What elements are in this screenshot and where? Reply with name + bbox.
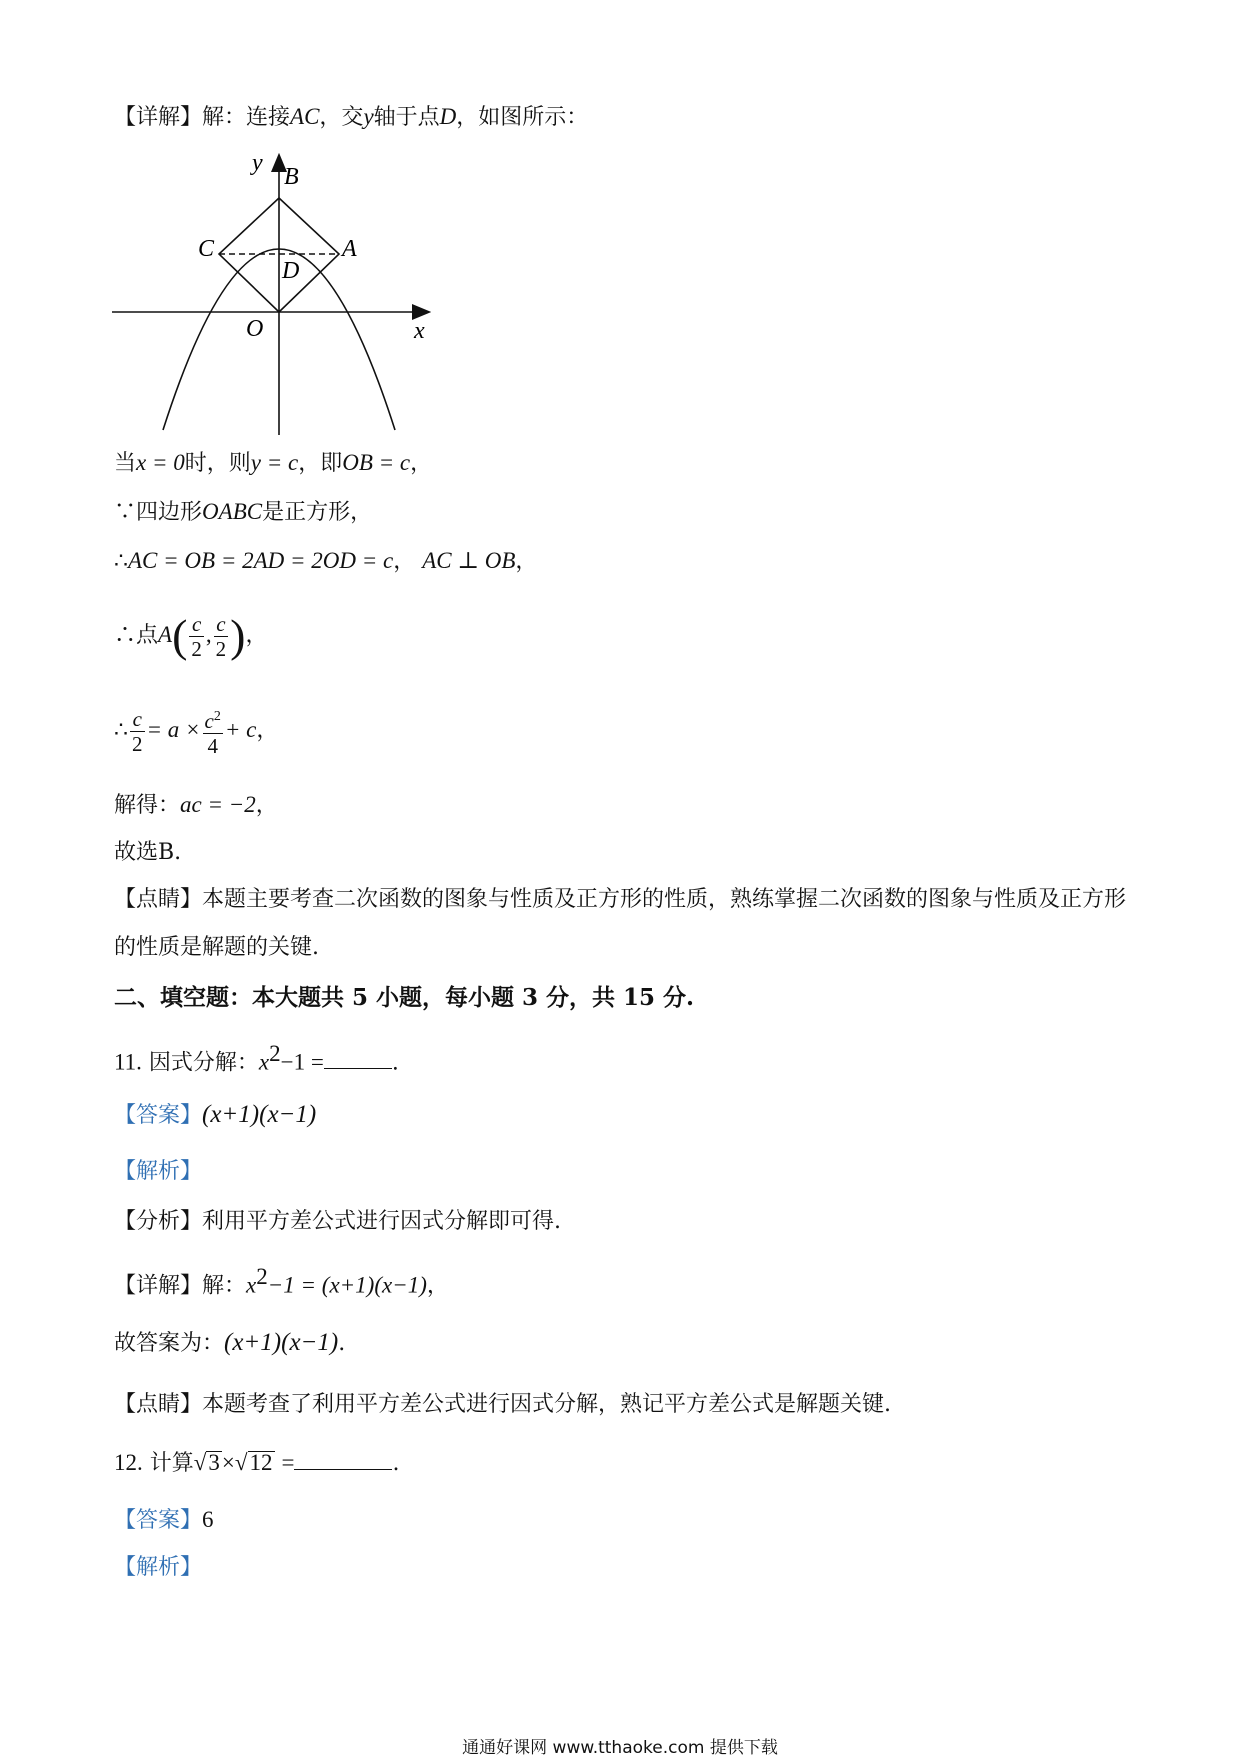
label-y: y: [252, 150, 263, 176]
answer-label: 【答案】: [114, 1103, 203, 1128]
section-title: 二、填空题：本大题共 5 小题，每小题 3 分，共 15 分.: [114, 984, 695, 1011]
detail-11: 【详解】解：$x^2-1 = (x+1)(x-1)$，: [114, 1264, 449, 1299]
analyze-11: 【分析】利用平方差公式进行因式分解即可得.: [114, 1209, 562, 1234]
comment-label: 【点睛】: [114, 887, 203, 912]
choose-line: 故选B.: [114, 840, 182, 865]
label-b: B: [284, 164, 299, 190]
final-answer-11: 故答案为：(x+1)(x−1).: [114, 1329, 346, 1356]
fraction-c2-over-4: $\frac{c^2}{4}$: [203, 705, 223, 758]
label-a: A: [342, 236, 357, 262]
parabola-square-figure: [110, 150, 440, 440]
answer-blank-12: [294, 1447, 392, 1470]
footer: 通通好课网 www.tthaoke.com 提供下载: [462, 1738, 778, 1758]
question-11: 11. 因式分解：$x^2-1$ = .: [114, 1041, 399, 1076]
fraction-c-over-2-lhs: $\frac{c}{2}$: [132, 706, 143, 756]
when-line: 当x = 0时，则y = c，即OB = c，: [114, 450, 433, 476]
label-x: x: [414, 318, 425, 344]
fraction-c-over-2-second: $\frac{c}{2}$: [215, 611, 227, 661]
answer-12: 【答案】6: [114, 1507, 214, 1533]
comment-11: 【点睛】本题考查了利用平方差公式进行因式分解，熟记平方差公式是解题关键.: [114, 1392, 892, 1417]
sqrt-sign-icon: √: [234, 1450, 248, 1475]
label-o: O: [246, 316, 264, 342]
detail-label: 【详解】: [114, 105, 203, 130]
analysis-label-11: 【解析】: [114, 1159, 203, 1184]
label-d: D: [282, 258, 300, 284]
equation-line: ∴ $\frac{c}{2}$ = a × $\frac{c^2}{4}$ + c，: [114, 706, 279, 758]
comment-line-1: 【点睛】本题主要考查二次函数的图象与性质及正方形的性质，熟练掌握二次函数的图象与性质及正方形: [114, 887, 1127, 912]
detail-intro-line: 【详解】解：连接AC，交y轴于点D，如图所示：: [114, 104, 589, 130]
comment-line-2: 的性质是解题的关键.: [114, 935, 319, 960]
solve-line: 解得：ac = −2，: [114, 792, 278, 818]
analysis-label-12: 【解析】: [114, 1555, 203, 1580]
therefore-eq1-line: ∴AC = OB = 2AD = 2OD = c， AC ⊥ OB，: [114, 548, 538, 574]
fraction-c-over-2: $\frac{c}{2}$: [191, 611, 202, 661]
label-c: C: [198, 236, 215, 262]
because-line: ∵四边形OABC是正方形，: [114, 499, 373, 525]
answer-blank-11: [324, 1046, 392, 1069]
sqrt-sign-icon: √: [193, 1450, 207, 1475]
question-12: 12. 计算√3×√12 = .: [114, 1447, 399, 1479]
answer-11: 【答案】(x+1)(x−1): [114, 1101, 317, 1128]
point-a-line: ∴点A( $\frac{c}{2}$ , $\frac{c}{2}$ )，: [114, 610, 268, 661]
